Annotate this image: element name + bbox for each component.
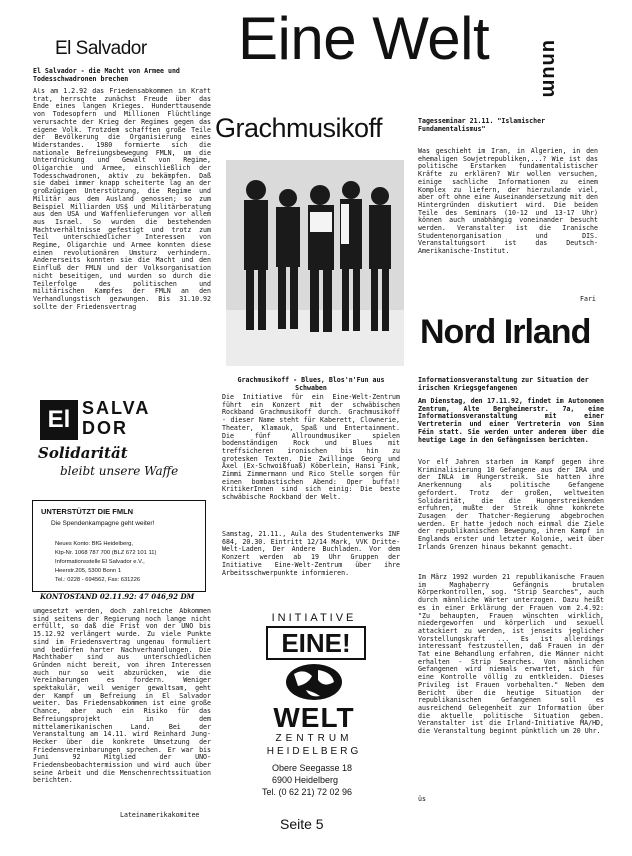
fmln-subheading: Die Spendenkampagne geht weiter! xyxy=(51,520,155,527)
logo-exclaim: ! xyxy=(342,628,351,658)
globe-icon xyxy=(284,662,344,702)
fmln-line-1: Ktp-Nr. 1068 787 700 (BLZ 672 101 11) xyxy=(55,550,157,556)
salvador-logo-box: El xyxy=(40,400,78,440)
salvador-continuation: umgesetzt werden, doch zahlreiche Abkommen sind seitens der Regierung noch lange nicht erfüllt, so daß die Frist von der UNO bis 15.12.92 verlängert wurde. Zu viele Punkte sind im Friedensvertrag ungenau formuliert und bedürfen harter Nachverhandlungen. Die Machthaber sind aus unterschiedlichen Gründen nicht bereit, von ihren Interessen auch nur so weit abzurücken, wie die Vereinbarungen es fordern. Weniger spektakulär, weil weniger gewaltsam, geht der Kampf um Befreiung in El Salvador weiter. Das Friedensabkommen ist eine große Chance, aber auch ein Risiko für das Befreiungsprojekt in dem mittelamerikanischen Land. Bei der Veranstaltung am 14.11. wird Reinhard Jung-Hecker über die konkrete Umsetzung der Friedensvereinbarungen sprechen. Er war bis Juni 92 Mitglied der UNO-Friedensbeobachtermission und wird auch über seine Arbeit und die Menschenrechtssituation berichten. xyxy=(33,608,211,785)
fmln-heading: UNTERSTÜTZT DIE FMLN xyxy=(41,507,134,516)
eine-welt-logo xyxy=(258,612,370,762)
seminar-title: Tagesseminar 21.11. "Islamischer Fundamentalismus" xyxy=(418,117,546,133)
logo-eine xyxy=(266,626,366,660)
logo-phone: Tel. (0 62 21) 72 02 96 xyxy=(262,787,353,797)
fmln-line-2: Informationsstelle El Salvador e.V., xyxy=(55,559,145,565)
salvador-body: Als am 1.2.92 das Friedensabkommen in Kraft trat, herrschte zunächst Freude über das Ende eines langen Krieges. Hunderttausende von Todesopfern und Millionen Flüchtlinge verursachte der Krieg der Regimes gegen das eigene Volk. Trotzdem schafften große Teile der Bevölkerung die Organisierung eines Widerstandes. 1980 formierte sich die nationale Befreiungsbewegung FMLN, um die Unterdrückung und Gewalt von Regime, Oligarchie und Armee, einschließlich der Todesschwadronen, aktiv zu bekämpfen. Daß sie dabei immer knapp scheiterte lag an der großzügigen Unterstützung, die Regime und Militär aus dem Ausland genossen; so zum Beispiel Milliarden US$ und Militärberatung aus den USA und Waffenlieferungen vor allem aus Israel. So wurden die bestehenden Machtverhältnisse gefestigt und trotz zum Teil unterschiedlicher Interessen von Regime, Oligarchie und Armee konnten diese einen revolutionären Umsturz verhindern. Andererseits konnten sie die Macht und den Einfluß der FMLN und der Volksorganisation nicht beseitigen, und wurden so durch die Teilerfolge des politischen und militärischen Kampfes der FMLN an den Verhandlungstisch gezwungen. Bis 31.10.92 sollte der Friedensvertrag xyxy=(33,88,211,311)
fmln-line-0: Neues Konto: BfG Heidelberg, xyxy=(55,541,133,547)
ireland-title: Informationsveranstaltung zur Situation der irischen Kriegsgefangenen xyxy=(418,376,589,392)
fmln-line-3: Heerstr.205, 5300 Bonn 1 xyxy=(55,568,122,574)
band-photo-image xyxy=(226,160,404,366)
logo-eine-text: EINE xyxy=(281,628,342,658)
ireland-signature: üs xyxy=(418,795,426,803)
salvador-signature: Lateinamerikakomitee xyxy=(120,811,200,819)
grachmusikoff-article-title: Grachmusikoff - Blues, Blos'n'Fun aus Schwaben xyxy=(237,376,385,392)
fmln-stamp: KONTOSTAND 02.11.92: 47 046,92 DM xyxy=(40,592,195,601)
page-title: Eine Welt xyxy=(238,5,490,72)
logo-zentrum: ZENTRUM xyxy=(275,733,353,744)
ireland-body-1: Vor elf Jahren starben im Kampf gegen ihre Kriminalisierung 10 Gefangene aus der IRA und der INLA im Hungerstreik. Sie hatten ihre Anerkennung als politische Gefangene gefordert. Trotz der großen, weltweiten Solidarität, die die Hungerstreikenden erfuhren, mußte der Streik ohne konkrete Zusagen der Thatcher-Regierung abgebrochen werden. Er hatte jedoch noch einmal die Ziele der republikanischen Bewegung, ihren Kampf in Englands erster und letzter Kolonie, weit über Irlands Grenzen hinaus bekannt gemacht. xyxy=(418,458,604,551)
logo-initiative: INITIATIVE xyxy=(271,612,357,624)
salvador-subheading: El Salvador - die Macht von Armee und Todesschwadronen brechen xyxy=(33,67,180,83)
fmln-box xyxy=(32,500,206,592)
page-number: Seite 5 xyxy=(280,816,324,832)
fmln-line-4: Tel.: 0228 - 694562, Fax: 631226 xyxy=(55,577,141,583)
band-photo xyxy=(226,160,404,366)
ireland-announcement: Am Dienstag, den 17.11.92, findet im Autonomen Zentrum, Alte Bergheimerstr. 7a, eine Informationsveranstaltung mit einer Vertreterin und einer Vertreterin von Sinn Féin statt. Sie werden unter anderem über die heutige Lage in den Gefängnissen berichten. xyxy=(418,397,604,444)
logo-address-2: 6900 Heidelberg xyxy=(272,775,339,785)
seminar-signature: Fari xyxy=(580,295,596,303)
salvador-logo-line2: DOR xyxy=(82,418,128,438)
logo-welt: WELT xyxy=(273,702,355,733)
logo-address-1: Obere Seegasse 18 xyxy=(272,763,353,773)
salvador-heading: El Salvador xyxy=(55,38,147,59)
ireland-body-2: Im März 1992 wurden 21 republikanische Frauen im Maghaberry Gefängnis brutalen Körperkontrollen, sog. "Strip Searches", auch durch männliche Wärter unterzogen. Dazu heißt es in einer Erklärung der Frauen vom 2.4.92: "Zu behaupten, Frauen wünschten wirklich, niedergeworfen und körperlich und sexuell attackiert zu werden, ist jenseits jeglicher Vorstellungskraft ... Es ist allerdings interessant festzustellen, daß Frauen in der Tat eine Behandlung erfahren, die Männer nicht erhalten - Strip Searches. Von männlichen Gefangenen wird niemals erwartet, sich für eine Kontrolle völlig zu entkleiden. Dieses Privileg ist Frauen vorbehalten." Neben dem Bericht über die heutige Situation der republikanischen Gefangenen soll es ausreichend Gelegenheit zur Information über die aktuelle politische Situation geben. Veranstalter ist die Irland-Initiative MA/HD, die Veranstaltung beginnt pünktlich um 20 Uhr. xyxy=(418,573,604,736)
ireland-heading: Nord Irland xyxy=(420,313,591,351)
salvador-slogan-2: bleibt unsere Waffe xyxy=(60,464,179,478)
side-logo: unum xyxy=(538,40,560,99)
grachmusikoff-date: Samstag, 21.11., Aula des Studentenwerks INF 684, 20.30. Eintritt 12/14 Mark, VVK Dritte-Welt-Laden, Der Andere Buchladen. Vor dem Konzert werden ab 19 Uhr Gruppen der Initiative Eine-Welt-Zentrum über ihre Arbeitsschwerpunkte informieren. xyxy=(222,530,400,577)
grachmusikoff-body: Die Initiative für ein Eine-Welt-Zentrum führt ein Konzert mit der schwäbischen Rockband Grachmusikoff durch. Grachmusikoff - dieser Name steht für Kaberett, Clownerie, Theater, Klamauk, Spaß und Entertainment. Die fünf Allroundmusiker spielen bodenständigen Rock und Blues mit treffsicheren ironischen bis hin zu grotesken Texten. Die Zwillinge Georg und Axel (Ex-Schwoißfuaß) Köberlein, Hansi Fink, Zimmi Zimmermann und Rico Stelle sorgen für einen bombastischen Abend: Oper buffa!! KritikerInnen sind sich einig: Die beste schwäbische Rockband der Welt. xyxy=(222,393,400,502)
grachmusikoff-heading: Grachmusikoff xyxy=(215,113,383,143)
seminar-body: Was geschieht im Iran, in Algerien, in den ehemaligen Sowjetrepubliken,...? Wie ist das politische Erstarken fundamentalistischer Kräfte zu erklären? Wir wollen versuchen, einige sachliche Informationen zu einem Komplex zu liefern, der hierzulande viel, aber oft ohne eine Auseinandersetzung mit den Hintergründen diskutiert wird. Die beiden Teile des Seminars (10-12 und 13-17 Uhr) können auch unabhängig voneinander besucht werden. Veranstalter ist die Iranische Studentenorganisation und DIS. Veranstaltungsort ist das Deutsch-Amerikanische-Institut. xyxy=(418,147,598,256)
salvador-slogan-1: Solidarität xyxy=(38,444,128,462)
salvador-logo-line1: SALVA xyxy=(82,398,151,418)
logo-heidelberg: HEIDELBERG xyxy=(266,746,362,757)
salvador-ad xyxy=(30,396,208,486)
